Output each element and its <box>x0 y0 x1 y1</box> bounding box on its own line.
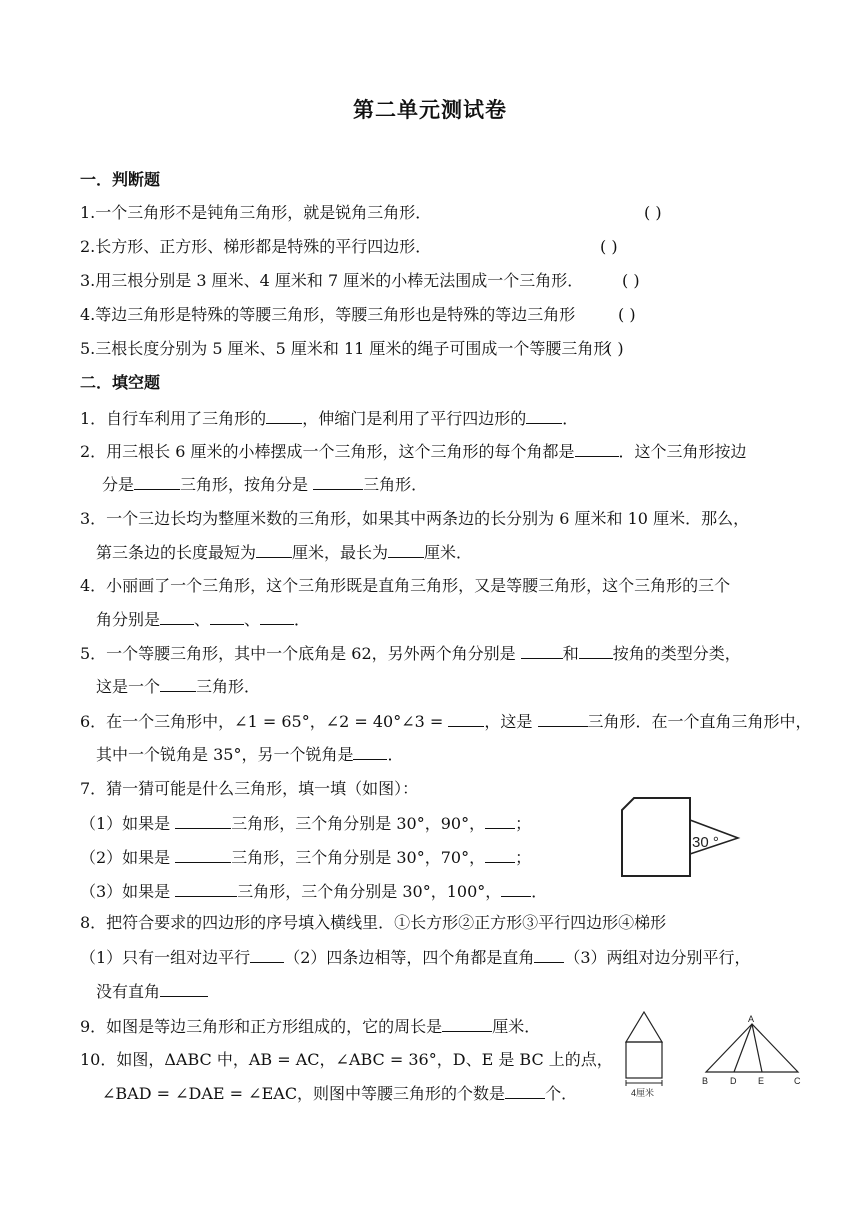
answer-blank[interactable] <box>579 643 613 659</box>
fill-question-10-cont: ∠BAD = ∠DAE = ∠EAC，则图中等腰三角形的个数是 个． <box>102 1084 578 1103</box>
answer-blank[interactable] <box>575 441 619 457</box>
answer-blank[interactable] <box>160 676 196 692</box>
point-label-e: E <box>758 1076 765 1086</box>
covered-card-shape <box>622 798 690 876</box>
triangle-abc-shape <box>706 1024 798 1072</box>
answer-blank[interactable] <box>485 847 515 863</box>
fill-question-6: 6．在一个三角形中，∠1 = 65°，∠2 = 40°∠3 = ，这是 三角形．在一个直角三角形中， <box>80 712 812 731</box>
fill-question-4-cont: 角分别是 、 、 ． <box>96 610 311 629</box>
answer-blank[interactable] <box>353 744 387 760</box>
answer-blank[interactable] <box>266 408 302 424</box>
answer-blank[interactable] <box>175 881 237 897</box>
answer-paren-3[interactable]: ( ) <box>622 271 640 290</box>
fill-question-3: 3．一个三边长均为整厘米数的三角形，如果其中两条边的长分别为 6 厘米和 10 厘米．那么， <box>80 509 750 528</box>
point-label-d: D <box>730 1076 737 1086</box>
answer-blank[interactable] <box>160 981 208 997</box>
fill-question-4: 4．小丽画了一个三角形，这个三角形既是直角三角形，又是等腰三角形，这个三角形的三个 <box>80 576 731 595</box>
answer-blank[interactable] <box>175 813 231 829</box>
page-title: 第二单元测试卷 <box>353 97 507 122</box>
answer-blank[interactable] <box>442 1016 492 1032</box>
answer-blank[interactable] <box>175 847 231 863</box>
section-heading-judgement: 一．判断题 <box>80 170 161 189</box>
fill-question-7-sub-3: （3）如果是 三角形，三个角分别是 30°，100°， ． <box>80 882 548 901</box>
dimension-label: 4厘米 <box>631 1088 655 1098</box>
fill-question-6-cont: 其中一个锐角是 35°，另一个锐角是 ． <box>96 745 404 764</box>
answer-blank[interactable] <box>210 609 244 625</box>
fill-question-7-sub-2: （2）如果是 三角形，三个角分别是 30°，70°， ； <box>80 848 532 867</box>
triangle-shape <box>626 1012 662 1042</box>
fill-question-10: 10．如图，ΔABC 中，AB = AC，∠ABC = 36°，D、E 是 BC 上的点， <box>80 1050 613 1069</box>
angle-label: 30 ° <box>692 834 719 851</box>
segment-ad <box>734 1024 752 1072</box>
answer-blank[interactable] <box>538 711 588 727</box>
fill-question-5: 5．一个等腰三角形，其中一个底角是 62，另外两个角分别是 和 按角的类型分类， <box>80 644 741 663</box>
judgement-item-3: 3.用三根分别是 3 厘米、4 厘米和 7 厘米的小棒无法围成一个三角形． <box>80 271 584 290</box>
answer-blank[interactable] <box>256 542 292 558</box>
vertex-label-c: C <box>794 1076 801 1086</box>
answer-blank[interactable] <box>521 643 563 659</box>
fill-question-8: 8．把符合要求的四边形的序号填入横线里．①长方形②正方形③平行四边形④梯形 <box>80 913 667 932</box>
judgement-item-4: 4.等边三角形是特殊的等腰三角形，等腰三角形也是特殊的等边三角形 <box>80 305 576 324</box>
answer-paren-1[interactable]: ( ) <box>644 203 662 222</box>
fill-question-9: 9．如图是等边三角形和正方形组成的，它的周长是 厘米． <box>80 1017 541 1036</box>
answer-blank[interactable] <box>388 542 424 558</box>
answer-blank[interactable] <box>505 1083 545 1099</box>
judgement-item-2: 2.长方形、正方形、梯形都是特殊的平行四边形． <box>80 237 432 256</box>
judgement-item-5: 5.三根长度分别为 5 厘米、5 厘米和 11 厘米的绳子可围成一个等腰三角形 <box>80 339 610 358</box>
fill-question-8-sub: （1）只有一组对边平行 （2）四条边相等，四个角都是直角 （3）两组对边分别平行， <box>80 948 751 967</box>
fill-question-2: 2．用三根长 6 厘米的小棒摆成一个三角形，这个三角形的每个角都是 ．这个三角形按边 <box>80 442 747 461</box>
fill-question-1: 1．自行车利用了三角形的 ，伸缩门是利用了平行四边形的 ． <box>80 409 579 428</box>
answer-blank[interactable] <box>526 408 562 424</box>
answer-blank[interactable] <box>501 881 531 897</box>
fill-question-2-cont: 分是 三角形，按角分是 三角形． <box>102 475 428 494</box>
answer-paren-5[interactable]: ( ) <box>606 339 624 358</box>
answer-paren-4[interactable]: ( ) <box>618 305 636 324</box>
answer-blank[interactable] <box>534 947 564 963</box>
answer-blank[interactable] <box>313 474 363 490</box>
answer-blank[interactable] <box>250 947 284 963</box>
square-shape <box>626 1042 662 1078</box>
judgement-item-1: 1.一个三角形不是钝角三角形，就是锐角三角形． <box>80 203 432 222</box>
fill-question-7-sub-1: （1）如果是 三角形，三个角分别是 30°，90°， ； <box>80 814 532 833</box>
fill-question-8-cont: 没有直角 <box>96 981 208 1002</box>
fill-question-3-cont: 第三条边的长度最短为 厘米，最长为 厘米． <box>96 543 473 562</box>
answer-blank[interactable] <box>134 474 180 490</box>
section-heading-fill: 二．填空题 <box>80 373 161 392</box>
vertex-label-b: B <box>702 1076 709 1086</box>
answer-blank[interactable] <box>485 813 515 829</box>
q7-figure <box>616 796 746 880</box>
answer-blank[interactable] <box>160 609 194 625</box>
answer-paren-2[interactable]: ( ) <box>600 237 618 256</box>
fill-question-7: 7．猜一猜可能是什么三角形，填一填（如图）： <box>80 779 419 798</box>
fill-question-5-cont: 这是一个 三角形． <box>96 677 261 696</box>
vertex-label-a: A <box>748 1014 755 1024</box>
q9-figure <box>618 1010 670 1100</box>
q10-figure <box>696 1012 808 1092</box>
answer-blank[interactable] <box>448 711 484 727</box>
segment-ae <box>752 1024 762 1072</box>
answer-blank[interactable] <box>260 609 294 625</box>
